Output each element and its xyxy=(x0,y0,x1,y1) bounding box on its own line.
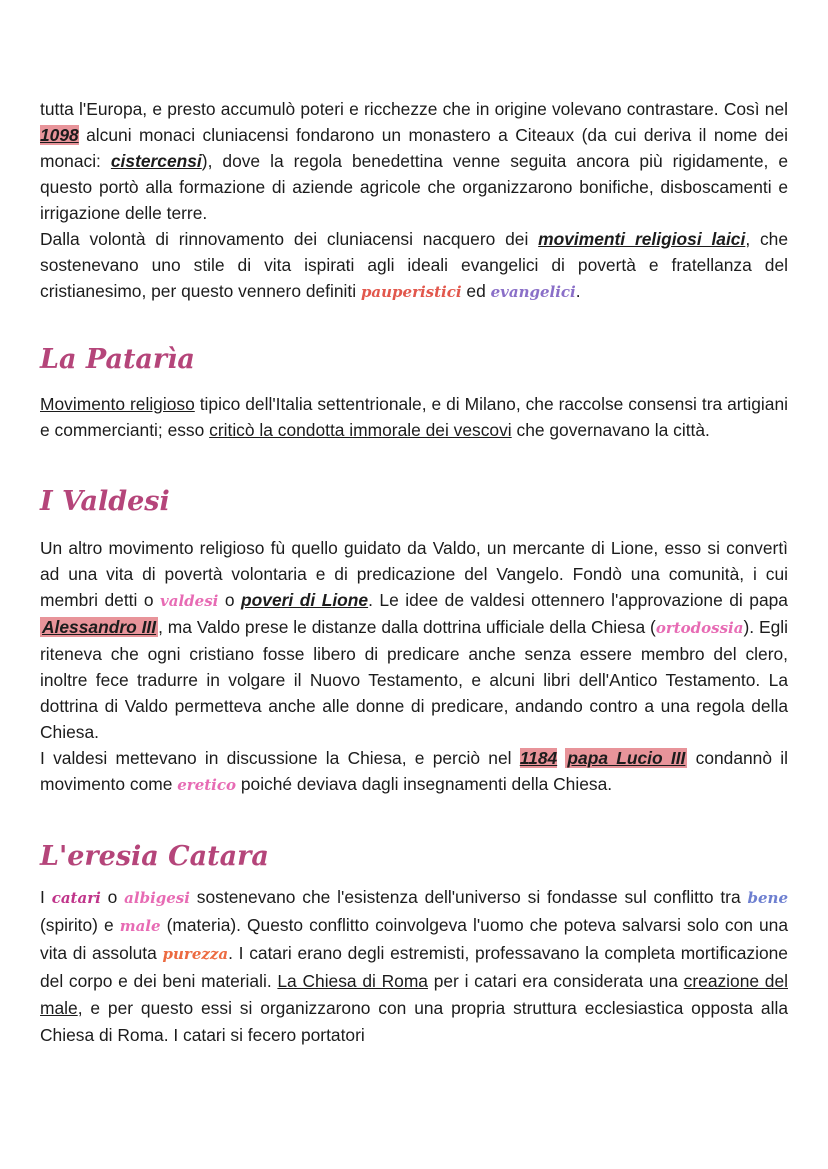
catari-paragraph xyxy=(40,884,788,1049)
ortodossia-term: ortodossia xyxy=(655,619,744,637)
valdesi-text: poiché deviava dagli insegnamenti della Chiesa. xyxy=(236,774,613,794)
lucio-term: papa Lucio III xyxy=(567,748,686,768)
valdesi-text: . Le idee de valdesi ottennero l'approvazione di papa xyxy=(368,590,788,610)
catari-text: I xyxy=(40,887,52,907)
document-page xyxy=(40,96,788,1049)
intro-text: alcuni monaci cluniacensi fondarono un monastero a Citeaux (da cui deriva il nome dei monaci: xyxy=(40,125,788,171)
valdesi-condemnation-paragraph xyxy=(40,745,788,798)
valdesi-text: condannò il movimento come xyxy=(40,748,788,794)
valdesi-text: , ma Valdo prese le distanze dalla dottrina ufficiale della Chiesa ( xyxy=(158,617,656,637)
cistercensi-term: cistercensi xyxy=(110,151,202,171)
poveri-lione-term: poveri di Lione xyxy=(241,590,369,610)
male-term: male xyxy=(119,917,161,935)
pataria-paragraph xyxy=(40,391,788,443)
intro-text: ), dove la regola benedettina venne seguita ancora più rigidamente, e questo portò alla formazione di aziende agricole che organizzarono bonifiche, disboscamenti e irrigazione delle terre. xyxy=(40,151,788,223)
catari-text: . I catari erano degli estremisti, professavano la completa mortificazione del corpo e dei beni materiali. xyxy=(40,943,788,991)
valdesi-paragraph xyxy=(40,535,788,745)
catari-text: per i catari era considerata una xyxy=(427,971,684,991)
catari-term: catari xyxy=(51,889,101,907)
year-1098: 1098 xyxy=(40,125,79,145)
valdesi-text: ). Egli riteneva che ogni cristiano fosse libero di predicare anche senza essere membro del clero, inoltre fece tradurre in volgare il Nuovo Testamento, e alcuni libri dell'Antico Testamento. La dottrina di Valdo permetteva anche alle donne di predicare, andando contro a una regola della Chiesa. xyxy=(40,617,788,742)
alessandro-term: Alessandro III xyxy=(42,617,157,637)
intro-paragraph xyxy=(40,96,788,226)
catari-text: o xyxy=(100,887,125,907)
laic-movements-paragraph xyxy=(40,226,788,305)
pataria-text: tipico dell'Italia settentrionale, e di Milano, che raccolse consensi tra artigiani e commercianti; esso xyxy=(40,394,788,440)
intro-text: ed xyxy=(461,281,491,301)
intro-text: Dalla volontà di rinnovamento dei cluniacensi nacquero dei xyxy=(40,229,539,249)
catari-text: sostenevano che l'esistenza dell'universo si fondasse sul conflitto tra xyxy=(189,887,741,907)
movimenti-laici-term: movimenti religiosi laici xyxy=(538,229,746,249)
creazione-male-term: creazione del male xyxy=(40,971,788,1018)
catari-text: , e per questo essi si organizzarono con una propria struttura ecclesiastica opposta alla Chiesa di Roma. I catari si fecero portatori xyxy=(40,998,788,1045)
year-1184: 1184 xyxy=(519,748,558,768)
evangelici-term: evangelici xyxy=(490,283,576,301)
pauperistici-term: pauperistici xyxy=(360,283,462,301)
valdesi-term: valdesi xyxy=(160,592,219,610)
bene-term: bene xyxy=(747,889,788,907)
intro-text: . xyxy=(575,281,581,301)
movimento-religioso-term: Movimento religioso xyxy=(40,394,195,414)
intro-text: tutta l'Europa, e presto accumulò poteri e ricchezze che in origine volevano contrastare. Così nel xyxy=(40,99,788,119)
valdesi-text: o xyxy=(218,590,242,610)
valdesi-text: I valdesi mettevano in discussione la Chiesa, e perciò nel xyxy=(40,748,520,768)
condotta-vescovi-term: criticò la condotta immorale dei vescovi xyxy=(209,420,512,440)
purezza-term: purezza xyxy=(162,945,229,963)
heading-catari: L'eresia Catara xyxy=(40,841,269,872)
chiesa-roma-term: La Chiesa di Roma xyxy=(277,971,428,991)
albigesi-term: albigesi xyxy=(124,889,190,907)
heading-pataria: La Patarìa xyxy=(40,344,195,375)
pataria-text: che governavano la città. xyxy=(511,420,710,440)
valdesi-text: Un altro movimento religioso fù quello guidato da Valdo, un mercante di Lione, esso si convertì ad una vita di povertà volontaria e di predicazione del Vangelo. Fondò una comunità, i cui membri detti o xyxy=(40,538,788,610)
intro-text: , che sostenevano uno stile di vita ispirati agli ideali evangelici di povertà e fratellanza del cristianesimo, per questo vennero definiti xyxy=(40,229,789,301)
catari-text: (spirito) e xyxy=(40,915,120,935)
heading-valdesi: I Valdesi xyxy=(40,486,170,517)
catari-text: (materia). Questo conflitto coinvolgeva l'uomo che poteva salvarsi solo con una vita di assoluta xyxy=(40,915,788,963)
eretico-term: eretico xyxy=(177,776,237,794)
catari-section xyxy=(40,884,788,1049)
